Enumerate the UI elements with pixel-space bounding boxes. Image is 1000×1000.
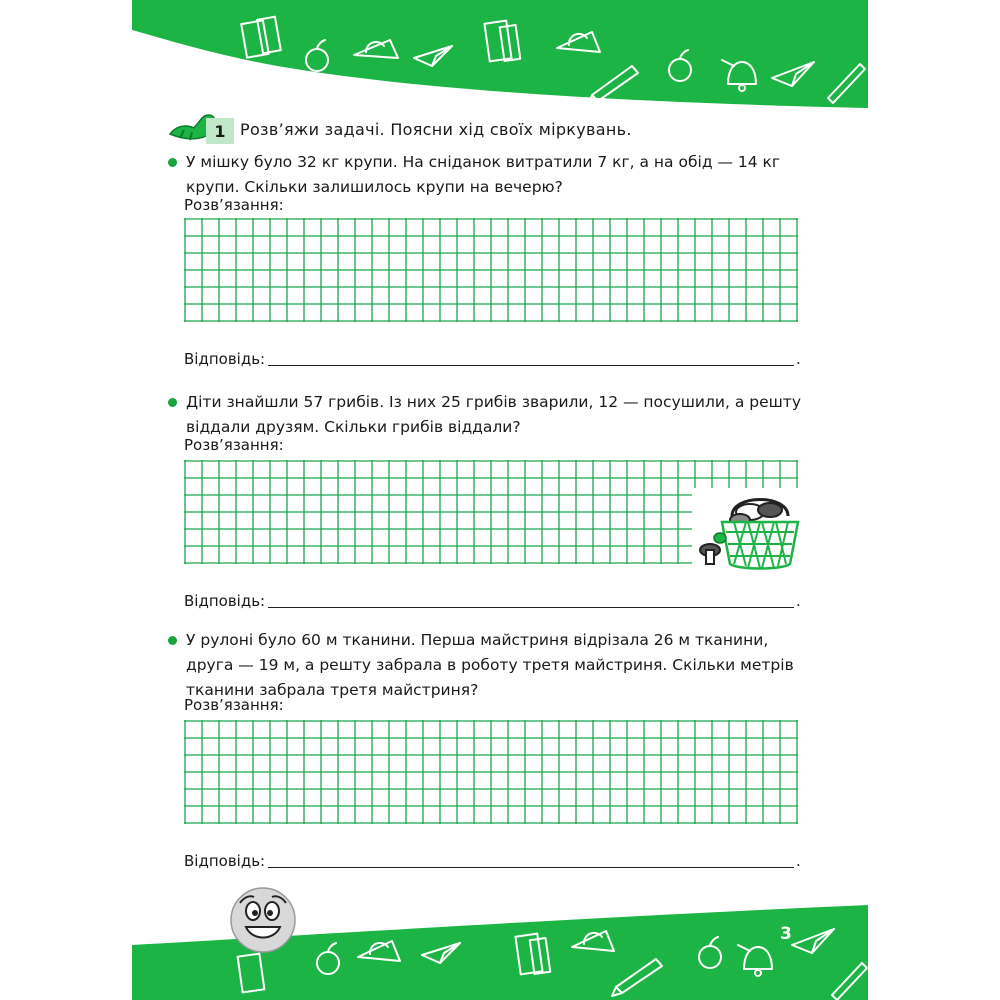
problem-line: тканини забрала третя майстриня? xyxy=(186,681,479,699)
problem-3 xyxy=(170,628,810,703)
answer-period: . xyxy=(796,852,801,870)
problem-3-text xyxy=(186,628,810,703)
answer-row-2[interactable] xyxy=(184,592,804,614)
task-number-badge: 1 xyxy=(206,118,234,144)
problem-1-text xyxy=(186,150,810,200)
answer-line[interactable] xyxy=(268,607,794,608)
answer-row-3[interactable] xyxy=(184,852,804,874)
answer-label: Відповідь: xyxy=(184,852,266,870)
answer-row-1[interactable] xyxy=(184,350,804,372)
workbook-page xyxy=(132,0,868,1000)
problem-line: Діти знайшли 57 грибів. Із них 25 грибів зварили, 12 — посушили, а решту xyxy=(186,393,802,411)
bullet-dot xyxy=(168,158,177,167)
problem-line: віддали друзям. Скільки грибів віддали? xyxy=(186,418,521,436)
problem-line: крупи. Скільки залишилось крупи на вечерю? xyxy=(186,178,563,196)
top-decorative-band xyxy=(132,0,868,110)
page-number: 3 xyxy=(780,924,792,944)
solution-grid-3[interactable] xyxy=(184,720,798,840)
problem-line: У рулоні було 60 м тканини. Перша майстриня відрізала 26 м тканини, xyxy=(186,631,769,649)
bullet-dot xyxy=(168,398,177,407)
smiley-face-icon xyxy=(228,885,298,955)
answer-period: . xyxy=(796,592,801,610)
solution-label: Розв’язання: xyxy=(184,196,284,214)
problem-1 xyxy=(170,150,810,200)
solution-label: Розв’язання: xyxy=(184,436,284,454)
answer-label: Відповідь: xyxy=(184,350,266,368)
answer-period: . xyxy=(796,350,801,368)
mushroom-basket-icon xyxy=(692,488,802,573)
answer-label: Відповідь: xyxy=(184,592,266,610)
problem-2 xyxy=(170,390,810,440)
bullet-dot xyxy=(168,636,177,645)
problem-line: У мішку було 32 кг крупи. На сніданок витратили 7 кг, а на обід — 14 кг xyxy=(186,153,781,171)
problem-2-text xyxy=(186,390,810,440)
answer-line[interactable] xyxy=(268,365,794,366)
solution-label: Розв’язання: xyxy=(184,696,284,714)
problem-line: друга — 19 м, а решту забрала в роботу третя майстриня. Скільки метрів xyxy=(186,656,794,674)
task-title: Розв’яжи задачі. Поясни хід своїх міркувань. xyxy=(240,120,632,139)
solution-grid-1[interactable] xyxy=(184,218,798,338)
answer-line[interactable] xyxy=(268,867,794,868)
